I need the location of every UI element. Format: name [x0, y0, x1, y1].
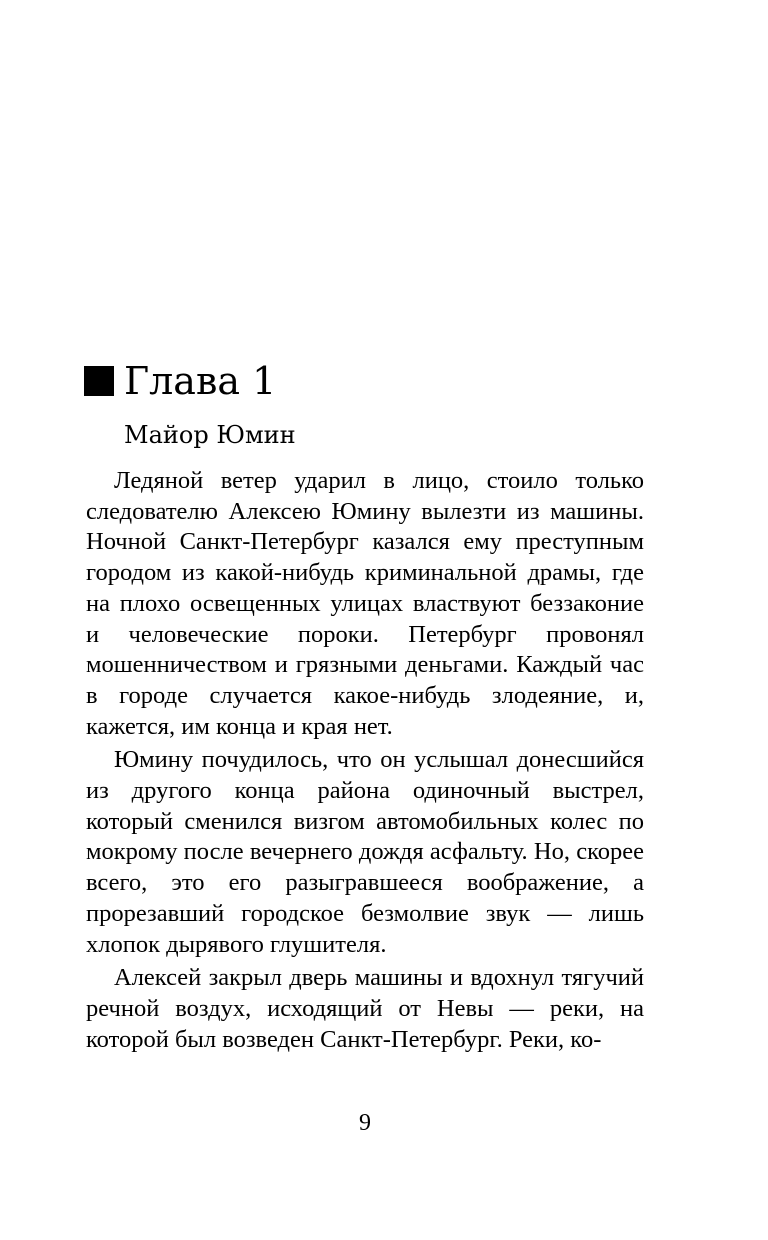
- body-text: [86, 466, 644, 1055]
- paragraph: Ледяной ветер ударил в лицо, стоило только следователю Алексею Юмину вылезти из машины. Ночной Санкт-Петербург казался ему преступным городом из какой-нибудь криминальной драмы, где на плохо освещенных улицах властвуют беззаконие и человеческие пороки. Петербург провонял мошенничеством и грязными деньгами. Каждый час в городе случается какое-нибудь злодеяние, и, кажется, им конца и края нет.: [86, 467, 644, 740]
- chapter-subtitle: Майор Юмин: [124, 421, 296, 449]
- chapter-title: Глава 1: [124, 359, 277, 403]
- page-number: 9: [359, 1110, 371, 1136]
- paragraph: Алексей закрыл дверь машины и вдохнул тягучий речной воздух, исходящий от Невы — реки, на которой был возведен Санкт-Петербург. Реки, ко-: [86, 964, 644, 1053]
- chapter-marker-square: [84, 366, 114, 396]
- chapter-heading: [84, 356, 276, 406]
- paragraph: Юмину почудилось, что он услышал донесшийся из другого конца района одиночный выстрел, который сменился визгом автомобильных колес по мокрому после вечернего дождя асфальту. Но, скорее всего, это его разыгравшееся воображение, а прорезавший городское безмолвие звук — лишь хлопок дырявого глушителя.: [86, 746, 644, 958]
